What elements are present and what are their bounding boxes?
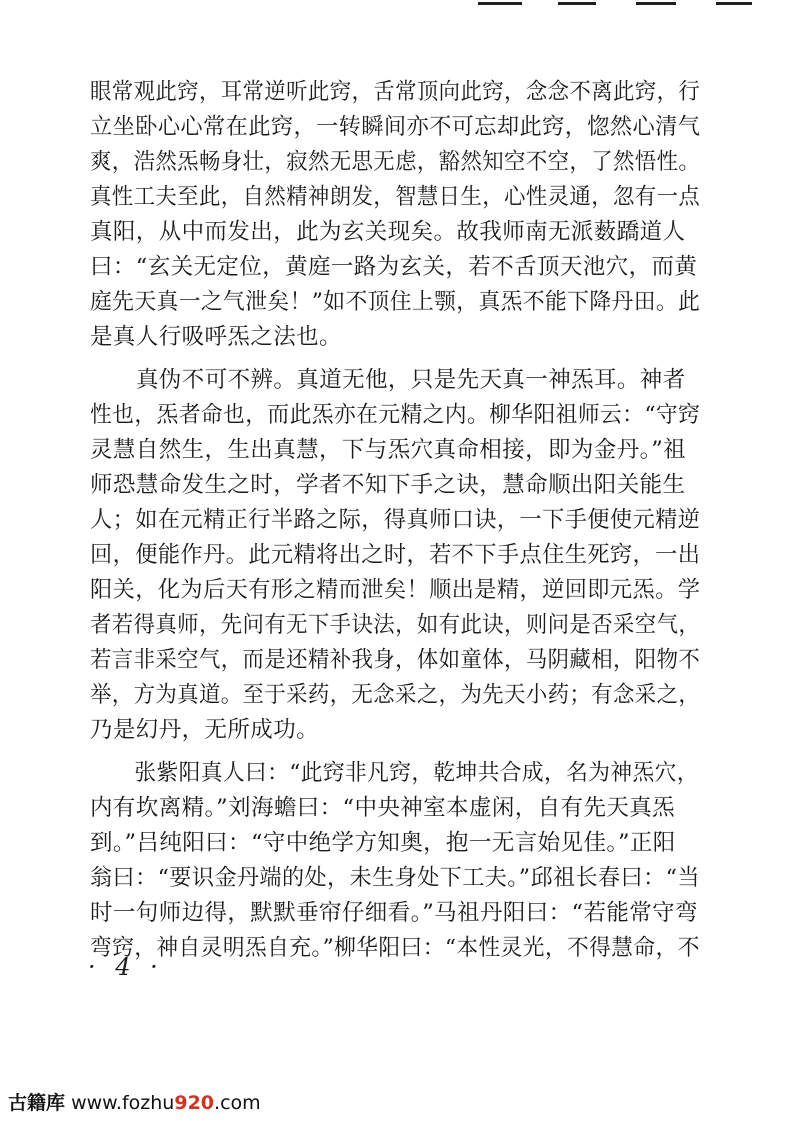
top-edge-marks	[470, 0, 770, 10]
footer-url-prefix: www.fozhu	[71, 1092, 175, 1114]
page-number: · 4 ·	[88, 953, 164, 981]
text-line: 真性工夫至此，自然精神朗发，智慧日生，心性灵通，忽有一点	[90, 184, 701, 210]
text-line: 爽，浩然炁畅身壮，寂然无思无虑，豁然知空不空，了然悟性。	[90, 149, 701, 175]
paragraph-gap	[90, 355, 700, 363]
text-line: 师恐慧命发生之时，学者不知下手之诀，慧命顺出阳关能生	[90, 472, 686, 498]
text-line: 乃是幻丹，无所成功。	[90, 717, 320, 743]
text-line: 立坐卧心心常在此窍，一转瞬间亦不可忘却此窍，惚然心清气	[90, 114, 701, 140]
paragraph	[90, 756, 700, 966]
footer-url-suffix: .com	[214, 1092, 261, 1114]
top-edge-mark	[478, 2, 522, 5]
text-line: 者若得真师，先问有无下手诀法，如有此诀，则问是否采空气，	[90, 612, 701, 638]
text-line: 若言非采空气，而是还精补我身，体如童体，马阴藏相，阳物不	[90, 647, 701, 673]
top-edge-mark	[636, 2, 676, 5]
text-line: 灵慧自然生，生出真慧，下与炁穴真命相接，即为金丹。”祖	[90, 437, 687, 463]
text-line: 真阳，从中而发出，此为玄关现矣。故我师南无派薮蹻道人	[90, 219, 686, 245]
footer-site-name: 古籍库	[8, 1092, 66, 1114]
text-line: 是真人行吸呼炁之法也。	[90, 324, 342, 350]
footer-url-accent: 920	[174, 1092, 215, 1114]
paragraph-gap	[90, 748, 700, 756]
text-line: 性也，炁者命也，而此炁亦在元精之内。柳华阳祖师云：“守窍	[90, 402, 701, 428]
text-line: 到。”吕纯阳曰：“守中绝学方知奥，抱一无言始见佳。”正阳	[90, 830, 676, 856]
text-line: 庭先天真一之气泄矣！”如不顶住上颚，真炁不能下降丹田。此	[90, 289, 701, 315]
text-line: 回，便能作丹。此元精将出之时，若不下手点住生死窍，一出	[90, 542, 701, 568]
text-line: 举，方为真道。至于采药，无念采之，为先天小药；有念采之，	[90, 682, 701, 708]
text-line: 阳关，化为后天有形之精而泄矣！顺出是精，逆回即元炁。学	[90, 577, 701, 603]
footer-url	[71, 1092, 261, 1114]
text-line: 张紫阳真人曰：“此窍非凡窍，乾坤共合成，名为神炁穴，	[134, 760, 699, 786]
text-line: 曰：“玄关无定位，黄庭一路为玄关，若不舌顶天池穴，而黄	[90, 254, 698, 280]
top-edge-mark	[716, 2, 752, 5]
text-line: 弯窍，神自灵明炁自充。”柳华阳曰：“本性灵光，不得慧命，不	[90, 935, 700, 961]
paragraph	[90, 363, 700, 748]
text-line: 人；如在元精正行半路之际，得真师口诀，一下手便使元精逆	[90, 507, 701, 533]
top-edge-mark	[558, 2, 596, 5]
text-line: 真伪不可不辨。真道无他，只是先天真一神炁耳。神者	[136, 367, 686, 393]
page-body-text	[90, 75, 700, 966]
text-line: 翁曰：“要识金丹端的处，未生身处下工夫。”邱祖长春曰：“当	[90, 865, 700, 891]
paragraph	[90, 75, 700, 355]
text-line: 时一句师边得，默默垂帘仔细看。”马祖丹阳曰：“若能常守弯	[90, 900, 698, 926]
text-line: 内有坎离精。”刘海蟾曰：“中央神室本虚闲，自有先天真炁	[90, 795, 676, 821]
footer-watermark	[8, 1088, 261, 1115]
text-line: 眼常观此窍，耳常逆听此窍，舌常顶向此窍，念念不离此窍，行	[90, 79, 701, 105]
